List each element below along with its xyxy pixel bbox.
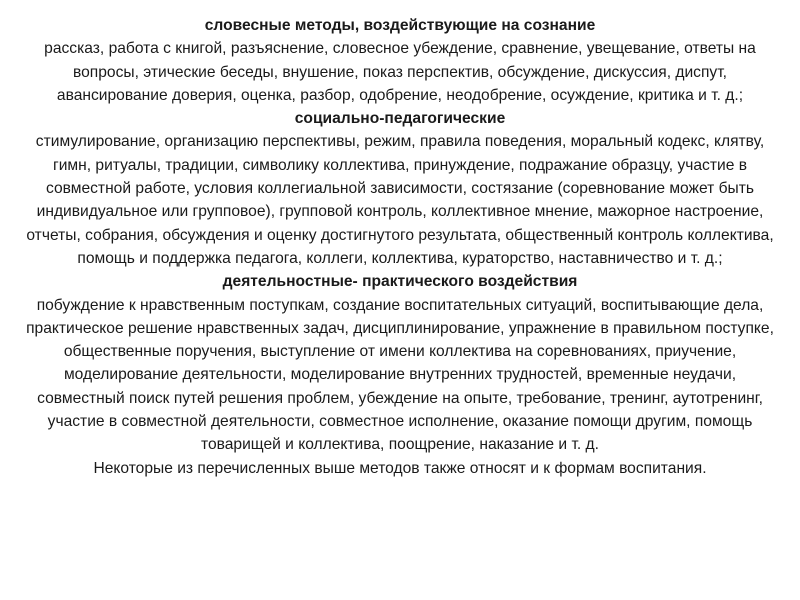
section-heading-practical-activity: деятельностные- практического воздействия: [222, 273, 578, 291]
closing-note: Некоторые из перечисленных выше методов также относят и к формам воспитания.: [93, 459, 707, 477]
section-heading-verbal-methods: словесные методы, воздействующие на сознание: [204, 17, 596, 34]
section-text-verbal-methods: рассказ, работа с книгой, разъяснение, словесное убеждение, сравнение, увещевание, ответы на вопросы, этические беседы, внушение, показ перспектив, обсуждение, дискуссия, диспут, авансирование доверия, оценка, разбор, одобрение, неодобрение, осуждение, критика и т. д.;: [44, 40, 756, 104]
section-heading-social-pedagogical: социально-педагогические: [294, 110, 506, 128]
slide-content: [24, 14, 776, 480]
section-text-practical-activity: побуждение к нравственным поступкам, создание воспитательных ситуаций, воспитывающие дела, практическое решение нравственных задач, дисциплинирование, упражнение в правильном поступке, общественные поручения, выступление от имени коллектива на соревнованиях, приучение, моделирование деятельности, моделирование внутренних трудностей, временные неудачи, совместный поиск путей решения проблем, убеждение на опыте, требование, тренинг, аутотренинг, участие в совместной деятельности, совместное исполнение, оказание помощи другим, помощь товарищей и коллектива, поощрение, наказание и т. д.: [26, 296, 774, 454]
section-text-social-pedagogical: стимулирование, организацию перспективы, режим, правила поведения, моральный кодекс, клятву, гимн, ритуалы, традиции, символику коллектива, принуждение, подражание образцу, участие в совместной работе, условия коллегиальной зависимости, состязание (соревнование может быть индивидуальное или групповое), групповой контроль, коллективное мнение, мажорное настроение, отчеты, собрания, обсуждения и оценку достигнутого результата, общественный контроль коллектива, помощь и поддержка педагога, коллеги, коллектива, кураторство, наставничество и т. д.;: [26, 133, 774, 267]
